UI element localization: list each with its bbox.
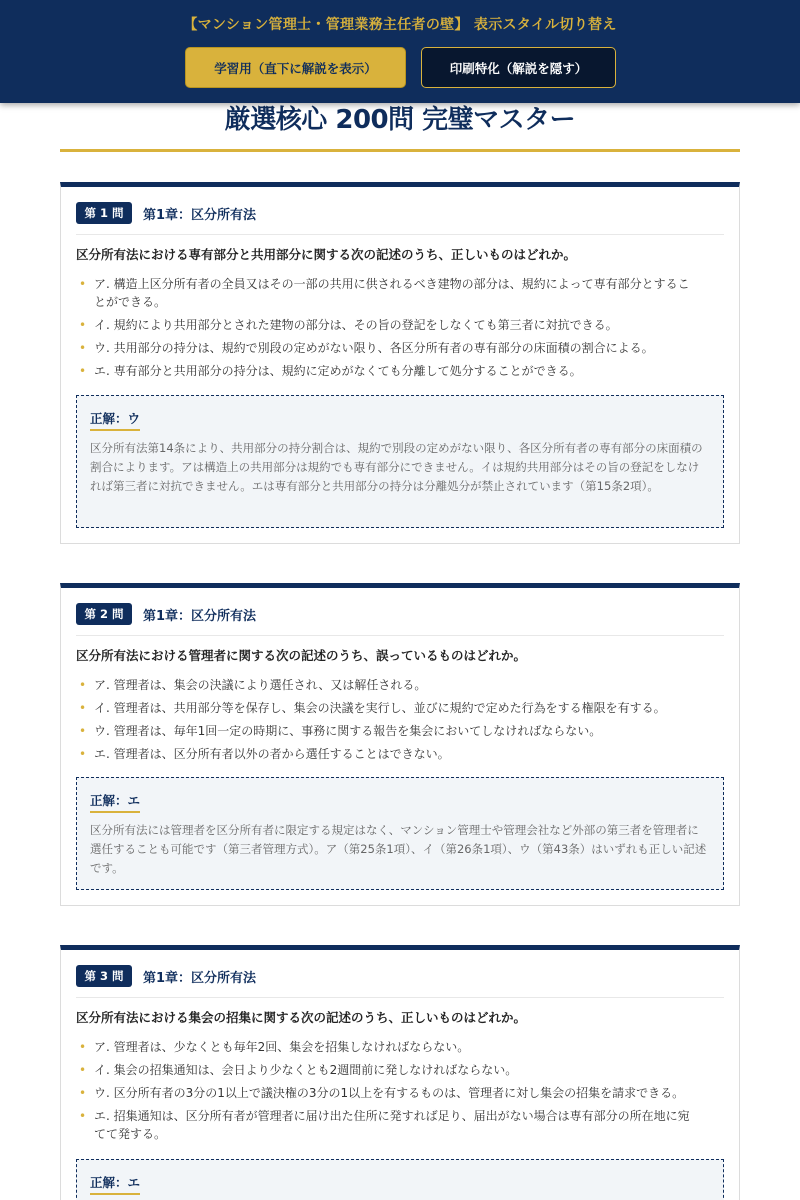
bullet-icon: • — [79, 747, 87, 761]
answer-label: 正解：エ — [90, 791, 140, 813]
choice-item — [76, 745, 699, 763]
question-number-badge: 第 2 問 — [76, 603, 132, 625]
bullet-icon: • — [79, 1040, 87, 1054]
choice-text: エ. 管理者は、区分所有者以外の者から選任することはできない。 — [94, 747, 450, 761]
page-title: 厳選核心 200問 完璧マスター — [224, 105, 576, 135]
choice-item — [76, 1084, 699, 1102]
choice-text: ウ. 区分所有者の3分の1以上で議決権の3分の1以上を有するものは、管理者に対し集会の招集を請求できる。 — [94, 1086, 685, 1100]
choice-item — [76, 362, 699, 380]
choice-item — [76, 339, 699, 357]
question-header — [76, 202, 724, 235]
choice-text: イ. 管理者は、共用部分等を保存し、集会の決議を実行し、並びに規約で定めた行為をする権限を有する。 — [94, 701, 666, 715]
question-number-badge: 第 1 問 — [76, 202, 132, 224]
bullet-icon: • — [79, 364, 87, 378]
bullet-icon: • — [79, 341, 87, 355]
bullet-icon: • — [79, 701, 87, 715]
bullet-icon: • — [79, 1086, 87, 1100]
bullet-icon: • — [79, 678, 87, 692]
study-mode-button[interactable]: 学習用（直下に解説を表示） — [185, 47, 406, 88]
choice-text: エ. 専有部分と共用部分の持分は、規約に定めがなくても分離して処分することができる。 — [94, 364, 582, 378]
explanation-text: 区分所有法第14条により、共用部分の持分割合は、規約で別段の定めがない限り、各区分所有者の専有部分の床面積の割合によります。アは構造上の共用部分は規約でも専有部分にできません。イは規約共用部分はその旨の登記をしなければ第三者に対抗できません。エは専有部分と共用部分の持分は分離処分が禁止されています（第15条2項）。 — [90, 441, 703, 493]
bullet-icon: • — [79, 724, 87, 738]
choice-list — [76, 676, 699, 768]
choice-item — [76, 722, 699, 740]
choice-text: ア. 管理者は、少なくとも毎年2回、集会を招集しなければならない。 — [94, 1040, 470, 1054]
choice-text: ア. 管理者は、集会の決議により選任され、又は解任される。 — [94, 678, 427, 692]
choice-text: ウ. 管理者は、毎年1回一定の時期に、事務に関する報告を集会においてしなければならない。 — [94, 724, 602, 738]
question-card-2 — [60, 583, 740, 906]
style-switch-bar — [0, 0, 800, 103]
question-card-1 — [60, 182, 740, 544]
bullet-icon: • — [79, 1063, 87, 1077]
answer-box — [76, 777, 724, 890]
chapter-label: 第1章：区分所有法 — [143, 208, 257, 223]
title-divider — [60, 149, 740, 152]
answer-label: 正解：ウ — [90, 409, 140, 431]
question-header — [76, 603, 724, 636]
choice-text: イ. 集会の招集通知は、会日より少なくとも2週間前に発しなければならない。 — [94, 1063, 518, 1077]
question-text: 区分所有法における専有部分と共用部分に関する次の記述のうち、正しいものはどれか。 — [76, 247, 577, 262]
choice-item — [76, 1061, 699, 1079]
choice-list — [76, 1038, 699, 1148]
bullet-icon: • — [79, 1109, 87, 1123]
choice-text: ウ. 共用部分の持分は、規約で別段の定めがない限り、各区分所有者の専有部分の床面積の割合による。 — [94, 341, 654, 355]
answer-box — [76, 1159, 724, 1200]
choice-item — [76, 699, 699, 717]
choice-item — [76, 1038, 699, 1056]
chapter-label: 第1章：区分所有法 — [143, 971, 257, 986]
print-mode-button[interactable]: 印刷特化（解説を隠す） — [421, 47, 616, 88]
choice-item — [76, 1107, 699, 1143]
answer-box — [76, 395, 724, 528]
choice-text: エ. 招集通知は、区分所有者が管理者に届け出た住所に発すれば足り、届出がない場合は専有部分の所在地に宛てて発する。 — [94, 1109, 690, 1141]
choice-item — [76, 316, 699, 334]
choice-list — [76, 275, 699, 385]
chapter-label: 第1章：区分所有法 — [143, 609, 257, 624]
answer-label: 正解：エ — [90, 1173, 140, 1195]
choice-item — [76, 676, 699, 694]
explanation-text: 区分所有法には管理者を区分所有者に限定する規定はなく、マンション管理士や管理会社など外部の第三者を管理者に選任することも可能です（第三者管理方式）。ア（第25条1項）、イ（第26条1項）、ウ（第43条）はいずれも正しい記述です。 — [90, 823, 707, 875]
question-text: 区分所有法における集会の招集に関する次の記述のうち、正しいものはどれか。 — [76, 1010, 527, 1025]
question-card-3 — [60, 945, 740, 1200]
style-switch-title: 【マンション管理士・管理業務主任者の壁】 表示スタイル切り替え — [183, 17, 617, 33]
question-text: 区分所有法における管理者に関する次の記述のうち、誤っているものはどれか。 — [76, 648, 527, 663]
question-number-badge: 第 3 問 — [76, 965, 132, 987]
choice-item — [76, 275, 699, 311]
bullet-icon: • — [79, 277, 87, 291]
bullet-icon: • — [79, 318, 87, 332]
choice-text: ア. 構造上区分所有者の全員又はその一部の共用に供されるべき建物の部分は、規約によって専有部分とすることができる。 — [94, 277, 690, 309]
choice-text: イ. 規約により共用部分とされた建物の部分は、その旨の登記をしなくても第三者に対抗できる。 — [94, 318, 618, 332]
question-header — [76, 965, 724, 998]
